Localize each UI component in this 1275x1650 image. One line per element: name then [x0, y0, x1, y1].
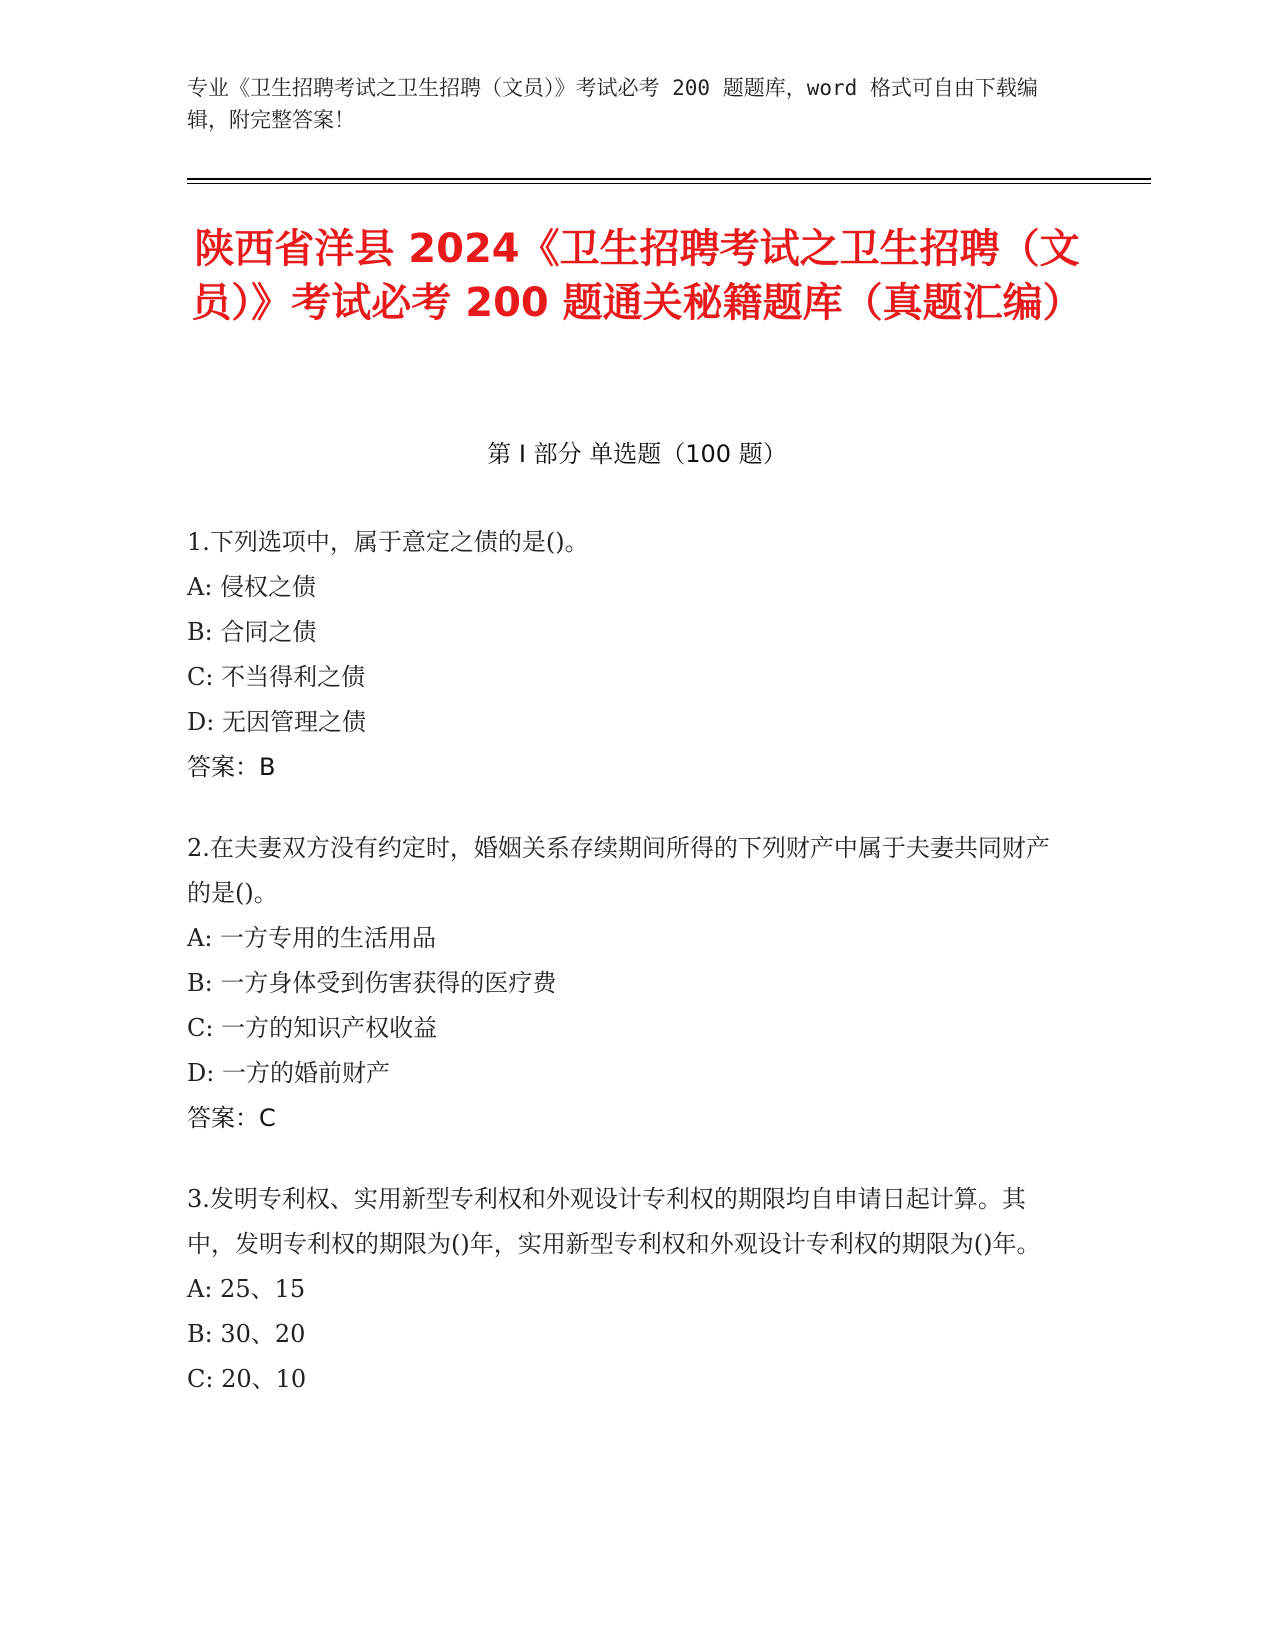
- section-heading: 第 I 部分 单选题（100 题）: [487, 440, 787, 468]
- option-a: A: 侵权之债: [187, 573, 317, 601]
- answer-label: 答案：C: [187, 1104, 276, 1132]
- header-note: 专业《卫生招聘考试之卫生招聘（文员）》考试必考 200 题题库，word 格式可自由下载编辑，附完整答案！: [187, 76, 1038, 132]
- answer-label: 答案：B: [187, 753, 276, 781]
- option-a: A: 25、15: [187, 1275, 306, 1303]
- option-b: B: 一方身体受到伤害获得的医疗费: [187, 969, 557, 997]
- question-2: [187, 826, 1067, 1141]
- option-c: C: 一方的知识产权收益: [187, 1014, 438, 1042]
- option-c: C: 不当得利之债: [187, 663, 366, 691]
- header-divider-thin: [187, 183, 1151, 184]
- question-1: [187, 520, 1067, 790]
- question-text: 1.下列选项中，属于意定之债的是()。: [187, 528, 589, 556]
- option-d: D: 一方的婚前财产: [187, 1059, 390, 1087]
- header-divider-thick: [187, 178, 1151, 180]
- question-3: [187, 1177, 1067, 1402]
- option-a: A: 一方专用的生活用品: [187, 924, 437, 952]
- option-b: B: 合同之债: [187, 618, 317, 646]
- option-b: B: 30、20: [187, 1320, 306, 1348]
- document-title: 陕西省洋县 2024《卫生招聘考试之卫生招聘（文员）》考试必考 200 题通关秘籍题库（真题汇编）: [191, 226, 1083, 326]
- option-c: C: 20、10: [187, 1365, 307, 1393]
- option-d: D: 无因管理之债: [187, 708, 366, 736]
- question-text: 2.在夫妻双方没有约定时，婚姻关系存续期间所得的下列财产中属于夫妻共同财产的是()。: [187, 834, 1050, 907]
- question-text: 3.发明专利权、实用新型专利权和外观设计专利权的期限均自申请日起计算。其中，发明专利权的期限为()年，实用新型专利权和外观设计专利权的期限为()年。: [187, 1185, 1041, 1258]
- question-list: [187, 520, 1067, 1438]
